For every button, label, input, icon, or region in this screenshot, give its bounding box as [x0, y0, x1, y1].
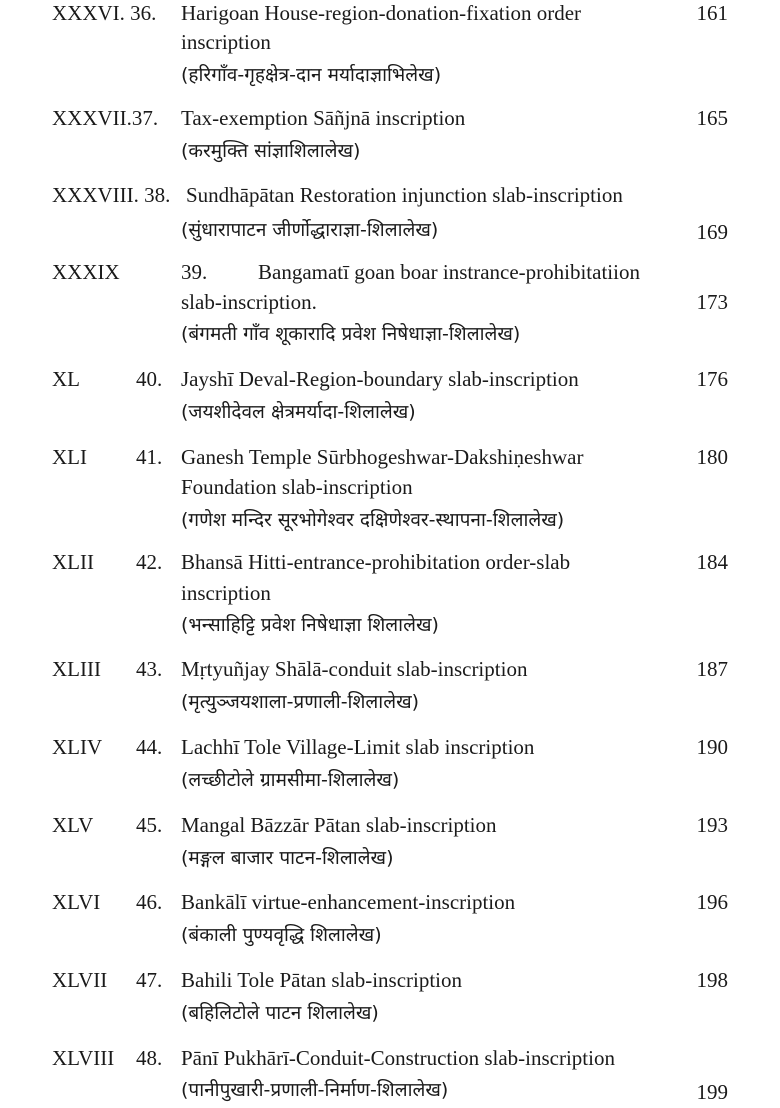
entry-page: 176	[696, 367, 728, 391]
entry-devanagari: (मृत्युञ्जयशाला-प्रणाली-शिलालेख)	[181, 691, 420, 713]
entry-devanagari: (भन्साहिट्टि प्रवेश निषेधाज्ञा शिलालेख)	[181, 614, 439, 636]
entry-title-line: Bahili Tole Pātan slab-inscription	[181, 968, 463, 992]
entry-title-line: inscription	[181, 581, 271, 605]
entry-roman: XXXVI. 36.	[52, 1, 157, 25]
entry-devanagari: (सुंधारापाटन जीर्णोद्धाराज्ञा-शिलालेख)	[181, 219, 439, 241]
entry-title-line: Sundhāpātan Restoration injunction slab-inscription	[186, 183, 623, 207]
entry-number: 39.	[181, 260, 208, 284]
entry-roman: XXXIX	[52, 260, 120, 284]
entry-page: 184	[696, 550, 728, 574]
entry-number: 47.	[136, 968, 163, 992]
entry-page: 193	[696, 813, 728, 837]
entry-title-line: inscription	[181, 30, 271, 54]
entry-roman: XLV	[52, 813, 94, 837]
entry-devanagari: (बंगमती गाँव शूकारादि प्रवेश निषेधाज्ञा-शिलालेख)	[181, 323, 521, 345]
entry-title-line: Bhansā Hitti-entrance-prohibitation order-slab	[181, 550, 571, 574]
entry-devanagari: (बहिलिटोले पाटन शिलालेख)	[181, 1002, 379, 1024]
entry-title-line: Mangal Bāzzār Pātan slab-inscription	[181, 813, 497, 837]
entry-page: 165	[696, 106, 728, 130]
entry-number: 46.	[136, 890, 163, 914]
entry-page: 187	[696, 657, 728, 681]
entry-roman: XLI	[52, 445, 87, 469]
entry-page: 161	[696, 1, 728, 25]
entry-roman: XLVII	[52, 968, 108, 992]
entry-page: 198	[696, 968, 728, 992]
entry-number: 43.	[136, 657, 163, 681]
entry-devanagari: (करमुक्ति सांज्ञाशिलालेख)	[181, 140, 361, 162]
entry-title-line: Bankālī virtue-enhancement-inscription	[181, 890, 516, 914]
entry-devanagari: (हरिगाँव-गृहक्षेत्र-दान मर्यादाज्ञाभिलेख)	[181, 64, 442, 86]
entry-title-line: slab-inscription.	[181, 290, 317, 314]
entry-number: 48.	[136, 1046, 163, 1070]
entry-page: 196	[696, 890, 728, 914]
entry-title-line: Ganesh Temple Sūrbhogeshwar-Dakshiṇeshwar	[181, 445, 584, 469]
entry-title-line: Jayshī Deval-Region-boundary slab-inscription	[181, 367, 579, 391]
entry-devanagari: (गणेश मन्दिर सूरभोगेश्वर दक्षिणेश्वर-स्थापना-शिलालेख)	[181, 509, 565, 531]
entry-title-line: Lachhī Tole Village-Limit slab inscription	[181, 735, 535, 759]
entry-devanagari: (पानीपुखारी-प्रणाली-निर्माण-शिलालेख)	[181, 1079, 449, 1101]
entry-title-line: Mṛtyuñjay Shālā-conduit slab-inscription	[181, 657, 528, 681]
entry-roman: XLII	[52, 550, 94, 574]
entry-page: 169	[696, 220, 728, 244]
entry-devanagari: (लच्छीटोले ग्रामसीमा-शिलालेख)	[181, 769, 400, 791]
entry-page: 173	[696, 290, 728, 314]
entry-title-line: Pānī Pukhārī-Conduit-Construction slab-inscription	[181, 1046, 615, 1070]
entry-page: 190	[696, 735, 728, 759]
entry-number: 41.	[136, 445, 163, 469]
entry-title-line: Bangamatī goan boar instrance-prohibitatiion	[258, 260, 640, 284]
entry-roman: XLVI	[52, 890, 101, 914]
entry-page: 180	[696, 445, 728, 469]
entry-number: 42.	[136, 550, 163, 574]
entry-page: 199	[696, 1080, 728, 1104]
entry-title-line: Foundation slab-inscription	[181, 475, 413, 499]
entry-devanagari: (जयशीदेवल क्षेत्रमर्यादा-शिलालेख)	[181, 401, 416, 423]
entry-number: 40.	[136, 367, 163, 391]
entry-devanagari: (बंकाली पुण्यवृद्धि शिलालेख)	[181, 924, 382, 946]
entry-roman: XL	[52, 367, 80, 391]
entry-title-line: Harigoan House-region-donation-fixation order	[181, 1, 582, 25]
entry-number: 45.	[136, 813, 163, 837]
entry-roman: XLIII	[52, 657, 101, 681]
entry-roman: XLVIII	[52, 1046, 115, 1070]
entry-roman: XXXVII.37.	[52, 106, 159, 130]
entry-devanagari: (मङ्गल बाजार पाटन-शिलालेख)	[181, 847, 394, 869]
entry-roman: XLIV	[52, 735, 103, 759]
entry-roman: XXXVIII. 38.	[52, 183, 171, 207]
entry-title-line: Tax-exemption Sāñjnā inscription	[181, 106, 466, 130]
entry-number: 44.	[136, 735, 163, 759]
